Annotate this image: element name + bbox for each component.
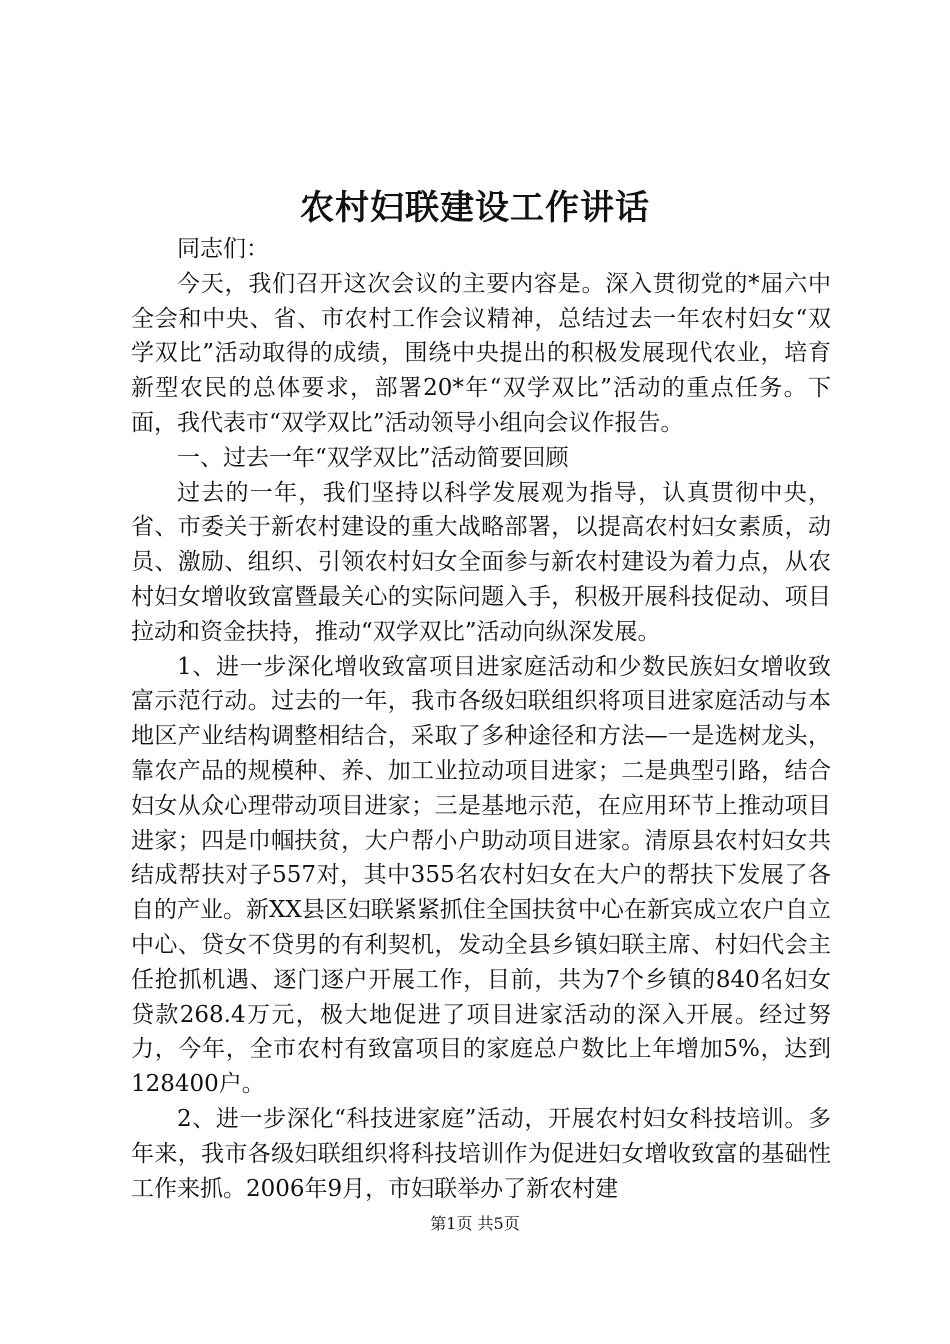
page-number-footer: 第1页 共5页 [430, 1214, 520, 1233]
item-2-paragraph: 2、进一步深化“科技进家庭”活动，开展农村妇女科技培训。多年来，我市各级妇联组织将科技培训作为促进妇女增收致富的基础性工作来抓。2006年9月，市妇联举办了新农村建 [131, 1105, 831, 1202]
salutation-paragraph: 同志们： [177, 236, 269, 262]
review-paragraph: 过去的一年，我们坚持以科学发展观为指导，认真贯彻中央，省、市委关于新农村建设的重大战略部署，以提高农村妇女素质，动员、激励、组织、引领农村妇女全面参与新农村建设为着力点，从农村妇女增收致富暨最关心的实际问题入手，积极开展科技促动、项目拉动和资金扶持，推动“双学双比”活动向纵深发展。 [131, 479, 831, 645]
document-body [131, 232, 831, 1206]
section-heading: 一、过去一年“双学双比”活动简要回顾 [177, 444, 569, 471]
item-1-paragraph: 1、进一步深化增收致富项目进家庭活动和少数民族妇女增收致富示范行动。过去的一年，我市各级妇联组织将项目进家庭活动与本地区产业结构调整相结合，采取了多种途径和方法—一是选树龙头，靠农产品的规模种、养、加工业拉动项目进家；二是典型引路，结合妇女从众心理带动项目进家；三是基地示范，在应用环节上推动项目进家；四是巾帼扶贫，大户帮小户助动项目进家。清原县农村妇女共结成帮扶对子557对，其中355名农村妇女在大户的帮扶下发展了各自的产业。新XX县区妇联紧紧抓住全国扶贫中心在新宾成立农户自立中心、贷女不贷男的有利契机，发动全县乡镇妇联主席、村妇代会主任抢抓机遇、逐门逐户开展工作，目前，共为7个乡镇的840名妇女贷款268.4万元，极大地促进了项目进家活动的深入开展。经过努力，今年，全市农村有致富项目的家庭总户数比上年增加5%，达到128400户。 [131, 653, 831, 1098]
intro-paragraph: 今天，我们召开这次会议的主要内容是。深入贯彻党的*届六中全会和中央、省、市农村工作会议精神，总结过去一年农村妇女“双学双比”活动取得的成绩，围绕中央提出的积极发展现代农业，培育新型农民的总体要求，部署20*年“双学双比”活动的重点任务。下面，我代表市“双学双比”活动领导小组向会议作报告。 [131, 270, 831, 436]
document-title: 农村妇联建设工作讲话 [300, 188, 650, 228]
